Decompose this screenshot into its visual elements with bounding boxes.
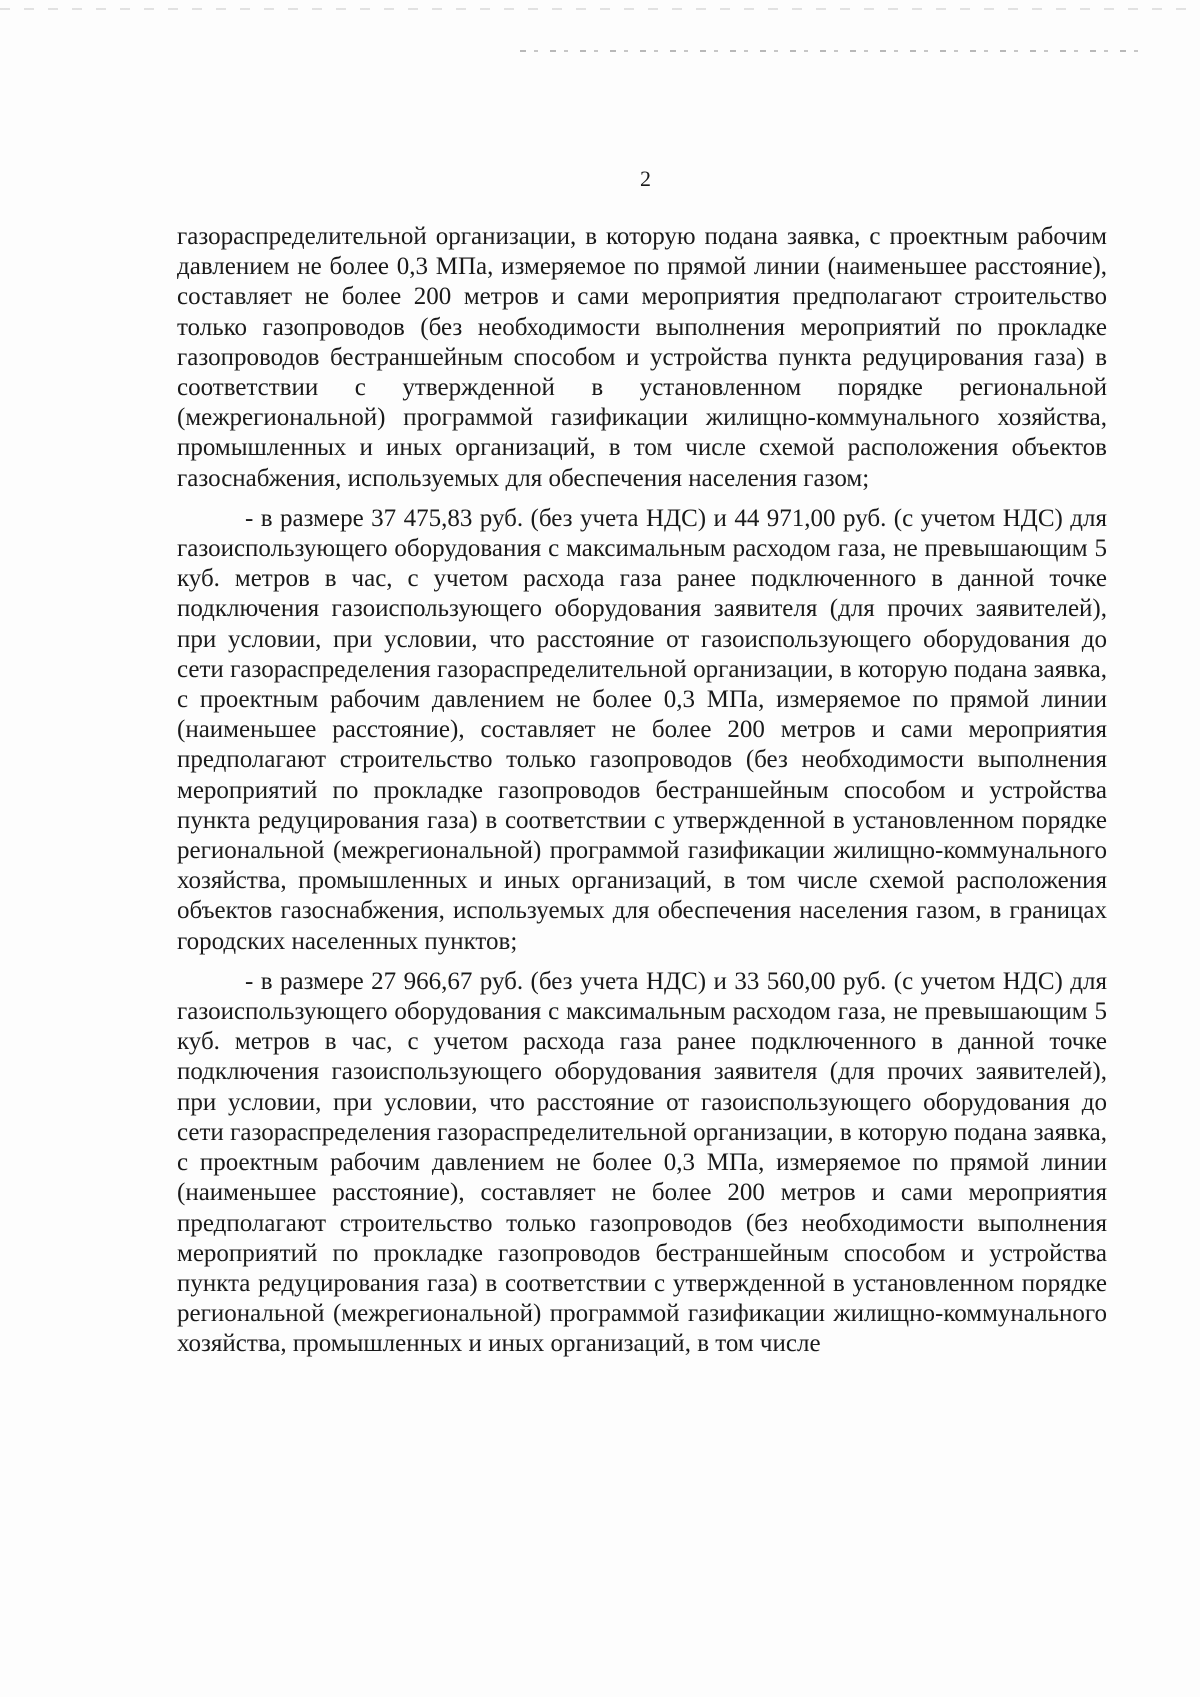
- document-body: [177, 222, 1107, 1370]
- paragraph-tariff-item-1: - в размере 37 475,83 руб. (без учета НДС) и 44 971,00 руб. (с учетом НДС) для газоиспользующего оборудования с максимальным расходом газа, не превышающим 5 куб. метров в час, с учетом расхода газа ранее подключенного в данной точке подключения газоиспользующего оборудования заявителя (для прочих заявителей), при условии, при условии, что расстояние от газоиспользующего оборудования до сети газораспределения газораспределительной организации, в которую подана заявка, с проектным рабочим давлением не более 0,3 МПа, измеряемое по прямой линии (наименьшее расстояние), составляет не более 200 метров и сами мероприятия предполагают строительство только газопроводов (без необходимости выполнения мероприятий по прокладке газопроводов бестраншейным способом и устройства пункта редуцирования газа) в соответствии с утвержденной в установленном порядке региональной (межрегиональной) программой газификации жилищно-коммунального хозяйства, промышленных и иных организаций, в том числе схемой расположения объектов газоснабжения, используемых для обеспечения населения газом, в границах городских населенных пунктов;: [177, 504, 1107, 955]
- paragraph-continuation: газораспределительной организации, в которую подана заявка, с проектным рабочим давлением не более 0,3 МПа, измеряемое по прямой линии (наименьшее расстояние), составляет не более 200 метров и сами мероприятия предполагают строительство только газопроводов (без необходимости выполнения мероприятий по прокладке газопроводов бестраншейным способом и устройства пункта редуцирования газа) в соответствии с утвержденной в установленном порядке региональной (межрегиональной) программой газификации жилищно-коммунального хозяйства, промышленных и иных организаций, в том числе схемой расположения объектов газоснабжения, используемых для обеспечения населения газом;: [177, 223, 1107, 492]
- paragraph-tariff-item-2: - в размере 27 966,67 руб. (без учета НДС) и 33 560,00 руб. (с учетом НДС) для газоиспользующего оборудования с максимальным расходом газа, не превышающим 5 куб. метров в час, с учетом расхода газа ранее подключенного в данной точке подключения газоиспользующего оборудования заявителя (для прочих заявителей), при условии, при условии, что расстояние от газоиспользующего оборудования до сети газораспределения газораспределительной организации, в которую подана заявка, с проектным рабочим давлением не более 0,3 МПа, измеряемое по прямой линии (наименьшее расстояние), составляет не более 200 метров и сами мероприятия предполагают строительство только газопроводов (без необходимости выполнения мероприятий по прокладке газопроводов бестраншейным способом и устройства пункта редуцирования газа) в соответствии с утвержденной в установленном порядке региональной (межрегиональной) программой газификации жилищно-коммунального хозяйства, промышленных и иных организаций, в том числе: [177, 967, 1107, 1358]
- scan-artifact-top: [0, 8, 1200, 10]
- page-number: 2: [640, 166, 651, 191]
- scan-artifact-line: [520, 50, 1140, 52]
